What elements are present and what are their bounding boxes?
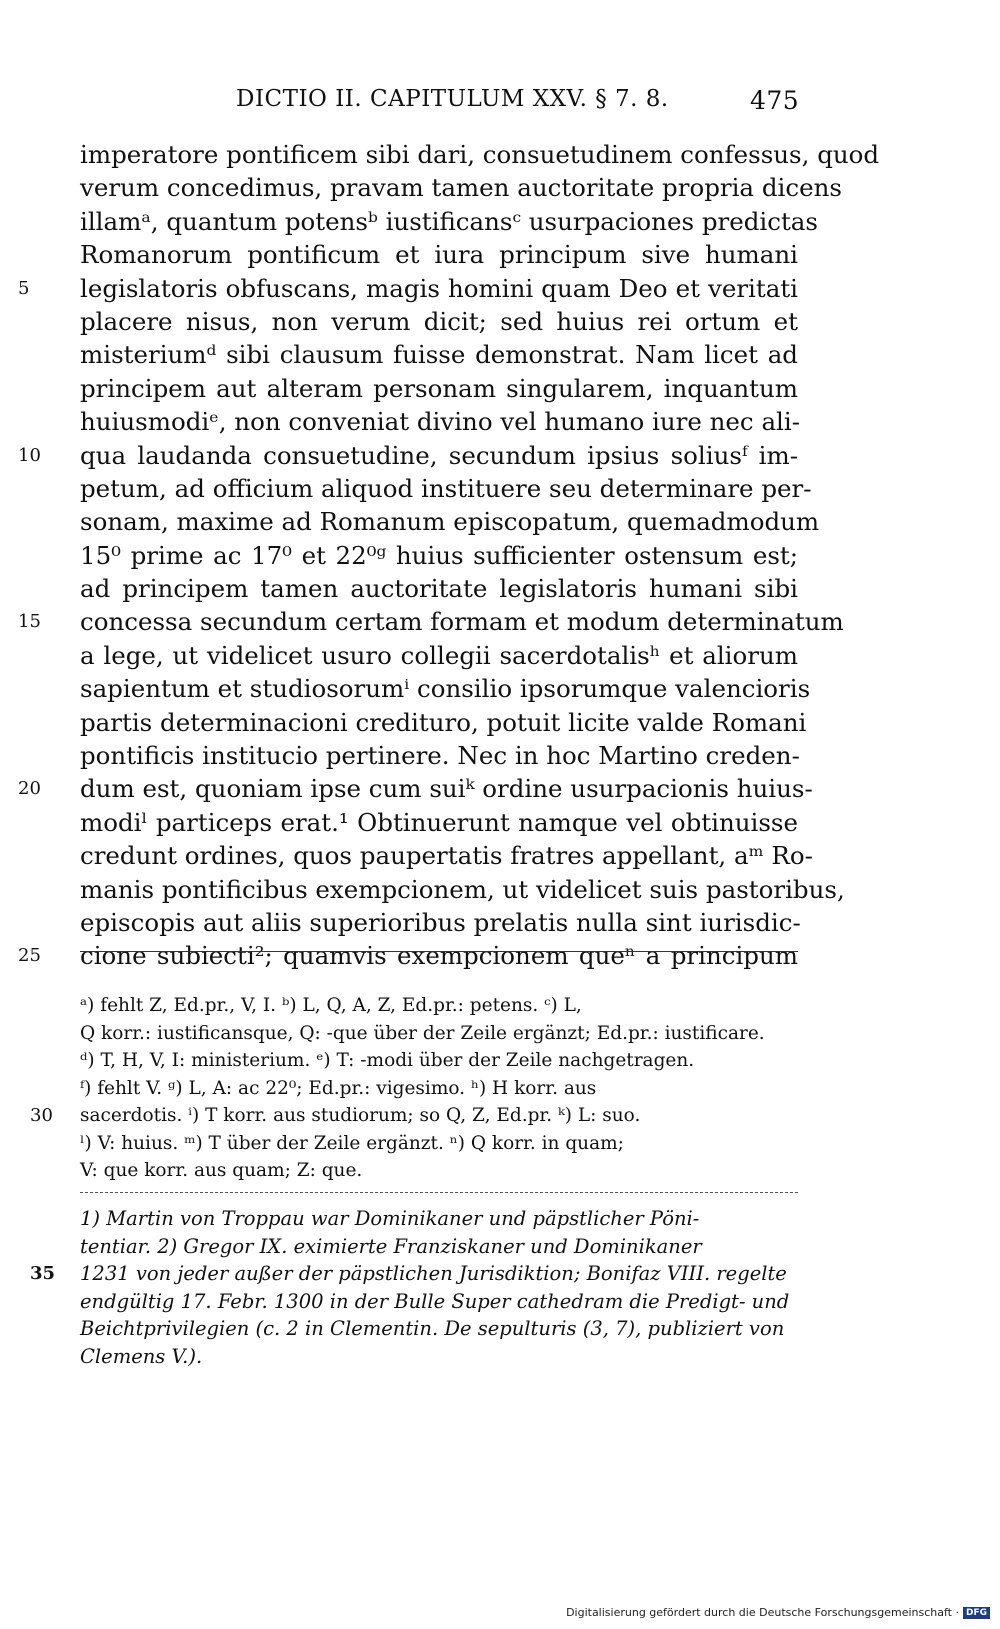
historical-notes	[30, 1205, 798, 1370]
notes-line-text: tentiar. 2) Gregor IX. eximierte Franziskaner und Dominikaner	[80, 1234, 702, 1258]
apparatus-line-text: ᵃ) fehlt Z, Ed.pr., V, I. ᵇ) L, Q, A, Z, Ed.pr.: petens. ᶜ) L,	[80, 995, 582, 1016]
line-number: 30	[30, 1105, 53, 1126]
body-line	[80, 338, 798, 371]
notes-line-text: endgültig 17. Febr. 1300 in der Bulle Super cathedram die Predigt- und	[80, 1289, 790, 1313]
line-number: 15	[18, 611, 41, 633]
apparatus-line	[80, 1157, 798, 1185]
apparatus-line-text: ˡ) V: huius. ᵐ) T über der Zeile ergänzt. ⁿ) Q korr. in quam;	[80, 1132, 624, 1154]
body-line	[80, 372, 798, 405]
body-line-text: manis pontificibus exempcionem, ut videlicet suis pastoribus,	[80, 874, 845, 904]
body-line	[80, 539, 798, 572]
apparatus-line	[80, 992, 798, 1020]
body-line	[80, 572, 798, 605]
notes-line	[80, 1315, 798, 1343]
body-line-text: sapientum et studiosorumⁱ consilio ipsorumque valencioris	[80, 674, 811, 704]
line-number: 25	[18, 945, 41, 967]
body-line-text: illamᵃ, quantum potensᵇ iustificansᶜ usurpaciones predictas	[80, 206, 818, 236]
notes-line-text: 1231 von jeder außer der päpstlichen Jurisdiktion; Bonifaz VIII. regelte	[80, 1262, 787, 1285]
body-line	[80, 672, 811, 705]
body-line-text: sonam, maxime ad Romanum episcopatum, quemadmodum	[80, 507, 820, 537]
notes-line-text: Clemens V.).	[80, 1344, 203, 1368]
apparatus-line-text: ᶠ) fehlt V. ᵍ) L, A: ac 22⁰; Ed.pr.: vigesimo. ʰ) H korr. aus	[80, 1077, 597, 1099]
body-line-text: concessa secundum certam formam et modum determinatum	[80, 607, 844, 637]
body-line	[80, 505, 820, 538]
body-line-text: imperatore pontificem sibi dari, consuetudinem confessus, quod	[80, 140, 880, 169]
body-line	[80, 806, 798, 839]
notes-line	[80, 1233, 798, 1261]
body-line-text: credunt ordines, quos paupertatis fratres appellant, aᵐ Ro-	[80, 841, 813, 871]
body-line	[18, 605, 844, 638]
body-line	[80, 639, 798, 672]
body-line-text: episcopis aut aliis superioribus prelatis nulla sint iurisdic-	[80, 907, 801, 937]
main-text	[18, 138, 880, 973]
body-line-text: Romanorum pontificum et iura principum sive humani	[80, 240, 798, 270]
body-line-text: cione subiecti²; quamvis exempcionem queⁿ a principum	[80, 941, 798, 971]
body-line	[80, 739, 798, 772]
line-number: 20	[18, 778, 41, 800]
body-line-text: partis determinacioni credituro, potuit licite valde Romani	[80, 707, 807, 737]
apparatus-line	[80, 1075, 798, 1103]
body-line	[18, 939, 798, 972]
dfg-logo: DFG	[963, 1607, 990, 1619]
body-line	[80, 305, 798, 338]
apparatus-line	[80, 1130, 798, 1158]
body-line	[80, 906, 801, 939]
body-line	[80, 706, 807, 739]
body-line-text: legislatoris obfuscans, magis homini quam Deo et veritati	[80, 273, 798, 303]
running-title: DICTIO II. CAPITULUM XXV. § 7. 8.	[236, 86, 669, 112]
notes-line-text: Beichtprivilegien (c. 2 in Clementin. De sepulturis (3, 7), publiziert von	[80, 1317, 785, 1340]
body-line	[80, 205, 818, 238]
notes-line	[80, 1288, 798, 1316]
body-line-text: dum est, quoniam ipse cum suiᵏ ordine usurpacionis huius-	[80, 774, 813, 804]
body-line-text: 15⁰ prime ac 17⁰ et 22⁰ᵍ huius sufficienter ostensum est;	[80, 540, 798, 570]
body-line-text: ad principem tamen auctoritate legislatoris humani sibi	[80, 574, 798, 604]
body-line-text: modiˡ particeps erat.¹ Obtinuerunt namque vel obtinuisse	[80, 807, 798, 837]
digitization-credit	[566, 1606, 990, 1619]
body-line-text: misteriumᵈ sibi clausum fuisse demonstrat. Nam licet ad	[80, 340, 798, 370]
credit-text: Digitalisierung gefördert durch die Deutsche Forschungsgemeinschaft ·	[566, 1606, 959, 1619]
apparatus-line	[30, 1102, 798, 1130]
body-line	[80, 171, 842, 204]
body-line	[18, 772, 813, 805]
line-number: 10	[18, 444, 41, 466]
body-line-text: petum, ad officium aliquod instituere seu determinare per-	[80, 473, 812, 503]
body-line	[80, 873, 845, 906]
body-line-text: a lege, ut videlicet usuro collegii sacerdotalisʰ et aliorum	[80, 640, 798, 670]
body-line	[18, 272, 798, 305]
apparatus-line-text: sacerdotis. ⁱ) T korr. aus studiorum; so Q, Z, Ed.pr. ᵏ) L: suo.	[80, 1105, 641, 1126]
apparatus-line	[80, 1020, 798, 1048]
notes-line	[80, 1205, 798, 1233]
body-line	[80, 405, 798, 438]
notes-line	[30, 1260, 798, 1288]
body-line-text: verum concedimus, pravam tamen auctoritate propria dicens	[80, 173, 842, 203]
critical-apparatus	[30, 992, 798, 1185]
apparatus-line-text: ᵈ) T, H, V, I: ministerium. ᵉ) T: -modi über der Zeile nachgetragen.	[80, 1050, 695, 1071]
body-line	[18, 439, 798, 472]
page-number: 475	[750, 86, 800, 115]
notes-line	[80, 1343, 798, 1371]
body-line-text: pontificis institucio pertinere. Nec in hoc Martino creden-	[80, 741, 800, 771]
body-line-text: huiusmodiᵉ, non conveniat divino vel humano iure nec ali-	[80, 407, 800, 437]
text-separator-rule	[80, 951, 798, 952]
body-line-text: placere nisus, non verum dicit; sed huius rei ortum et	[80, 306, 798, 336]
apparatus-line-text: Q korr.: iustificansque, Q: -que über der Zeile ergänzt; Ed.pr.: iustificare.	[80, 1022, 765, 1044]
apparatus-line-text: V: que korr. aus quam; Z: que.	[80, 1160, 363, 1181]
line-number: 5	[18, 277, 30, 299]
apparatus-line	[80, 1047, 798, 1075]
body-line-text: qua laudanda consuetudine, secundum ipsius soliusᶠ im-	[80, 440, 798, 470]
body-line	[80, 472, 812, 505]
body-line	[80, 238, 798, 271]
running-header	[0, 86, 1000, 120]
body-line	[80, 839, 813, 872]
apparatus-separator-rule	[80, 1192, 798, 1193]
body-line	[80, 138, 880, 171]
line-number: 35	[30, 1263, 56, 1284]
notes-line-text: 1) Martin von Troppau war Dominikaner und päpstlicher Pöni-	[80, 1207, 700, 1230]
body-line-text: principem aut alteram personam singularem, inquantum	[80, 373, 798, 403]
